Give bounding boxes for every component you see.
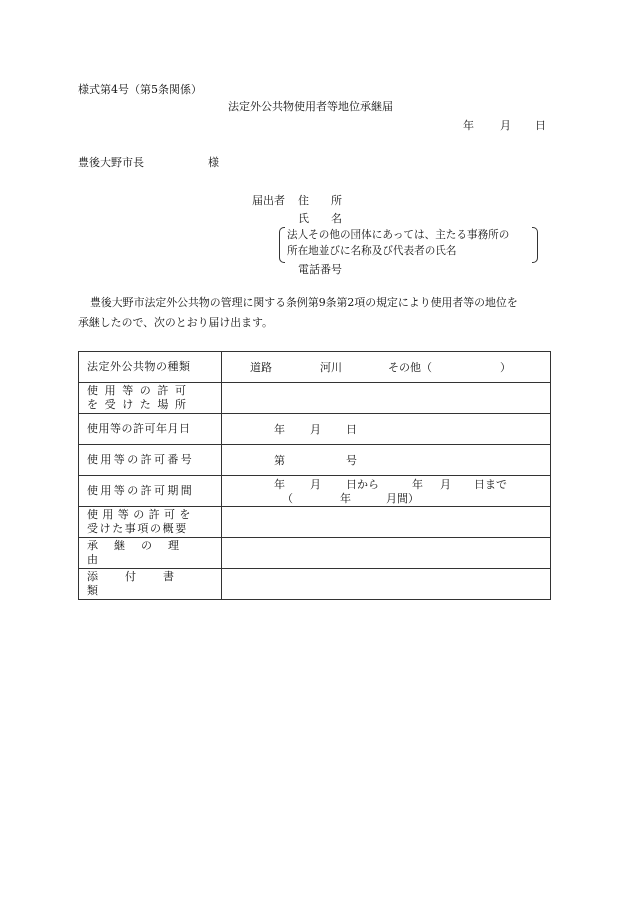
permitted-location-label <box>79 383 222 414</box>
corp-note-line1: 法人その他の団体にあっては、主たる事務所の <box>287 229 510 241</box>
succession-reason-label <box>79 538 222 569</box>
addressee-honorific: 様 <box>208 156 219 169</box>
label-line1: 使用等の許可を <box>87 508 195 522</box>
option-other: その他（ <box>388 361 432 374</box>
label-text: 使用等の許可期間 <box>87 484 195 498</box>
table-row <box>79 507 551 538</box>
period-end-until: 日まで <box>474 478 507 491</box>
date-year-label: 年 <box>463 119 474 132</box>
label-line2: を受けた場所 <box>87 398 193 411</box>
permit-number-label <box>79 445 222 476</box>
permit-date-field[interactable] <box>222 414 551 445</box>
period-end-month: 月 <box>440 478 451 491</box>
option-other-close: ） <box>500 361 511 374</box>
period-duration-months: 月間） <box>386 492 419 505</box>
table-row <box>79 352 551 383</box>
permit-date-label <box>79 414 222 445</box>
permit-period-field[interactable] <box>222 476 551 507</box>
period-duration-open: （ <box>282 492 293 505</box>
phone-label: 電話番号 <box>298 263 342 276</box>
table-row <box>79 383 551 414</box>
name-label: 氏 名 <box>298 212 342 225</box>
note-bracket-left <box>279 227 285 263</box>
form-title: 法定外公共物使用者等地位承継届 <box>228 100 393 113</box>
period-start-from: 日から <box>346 478 379 491</box>
succession-reason-field[interactable] <box>222 538 551 569</box>
form-number: 様式第4号（第5条関係） <box>78 83 202 96</box>
table-row <box>79 569 551 600</box>
label-text: 添付書類 <box>87 570 201 597</box>
addressee-name: 豊後大野市長 <box>78 156 144 169</box>
label-text: 承継の理由 <box>87 539 195 566</box>
permit-period-label <box>79 476 222 507</box>
label-line1: 使用等の許可 <box>87 384 193 398</box>
attachments-field[interactable] <box>222 569 551 600</box>
table-row <box>79 414 551 445</box>
label-text: 使用等の許可年月日 <box>87 422 191 436</box>
permit-number-prefix: 第 <box>274 454 285 467</box>
attachments-label <box>79 569 222 600</box>
table-row <box>79 538 551 569</box>
date-day-label: 日 <box>535 119 546 132</box>
permit-year: 年 <box>274 423 285 436</box>
body-line2: 承継したので、次のとおり届け出ます。 <box>78 316 273 329</box>
permit-month: 月 <box>310 423 321 436</box>
notification-form-table <box>78 351 551 600</box>
permit-summary-label <box>79 507 222 538</box>
period-duration-year: 年 <box>340 492 351 505</box>
public-property-type-label <box>79 352 222 383</box>
period-end-year: 年 <box>412 478 423 491</box>
table-row <box>79 476 551 507</box>
body-line1: 豊後大野市法定外公共物の管理に関する条例第9条第2項の規定により使用者等の地位を <box>90 296 518 309</box>
permit-number-field[interactable] <box>222 445 551 476</box>
permit-summary-field[interactable] <box>222 507 551 538</box>
period-start-year: 年 <box>274 478 285 491</box>
permitted-location-field[interactable] <box>222 383 551 414</box>
permit-day: 日 <box>346 423 357 436</box>
label-text: 使用等の許可番号 <box>87 453 195 467</box>
applicant-label: 届出者 <box>252 194 285 207</box>
address-label: 住 所 <box>298 194 342 207</box>
period-start-month: 月 <box>310 478 321 491</box>
label-line2: 受けた事項の概要 <box>87 522 188 535</box>
permit-number-suffix: 号 <box>346 454 357 467</box>
option-road: 道路 <box>250 361 272 374</box>
table-row <box>79 445 551 476</box>
date-month-label: 月 <box>500 119 511 132</box>
public-property-type-field[interactable] <box>222 352 551 383</box>
note-bracket-right <box>532 227 538 263</box>
label-text: 法定外公共物の種類 <box>87 360 191 374</box>
corp-note-line2: 所在地並びに名称及び代表者の氏名 <box>287 245 457 257</box>
option-river: 河川 <box>320 361 342 374</box>
